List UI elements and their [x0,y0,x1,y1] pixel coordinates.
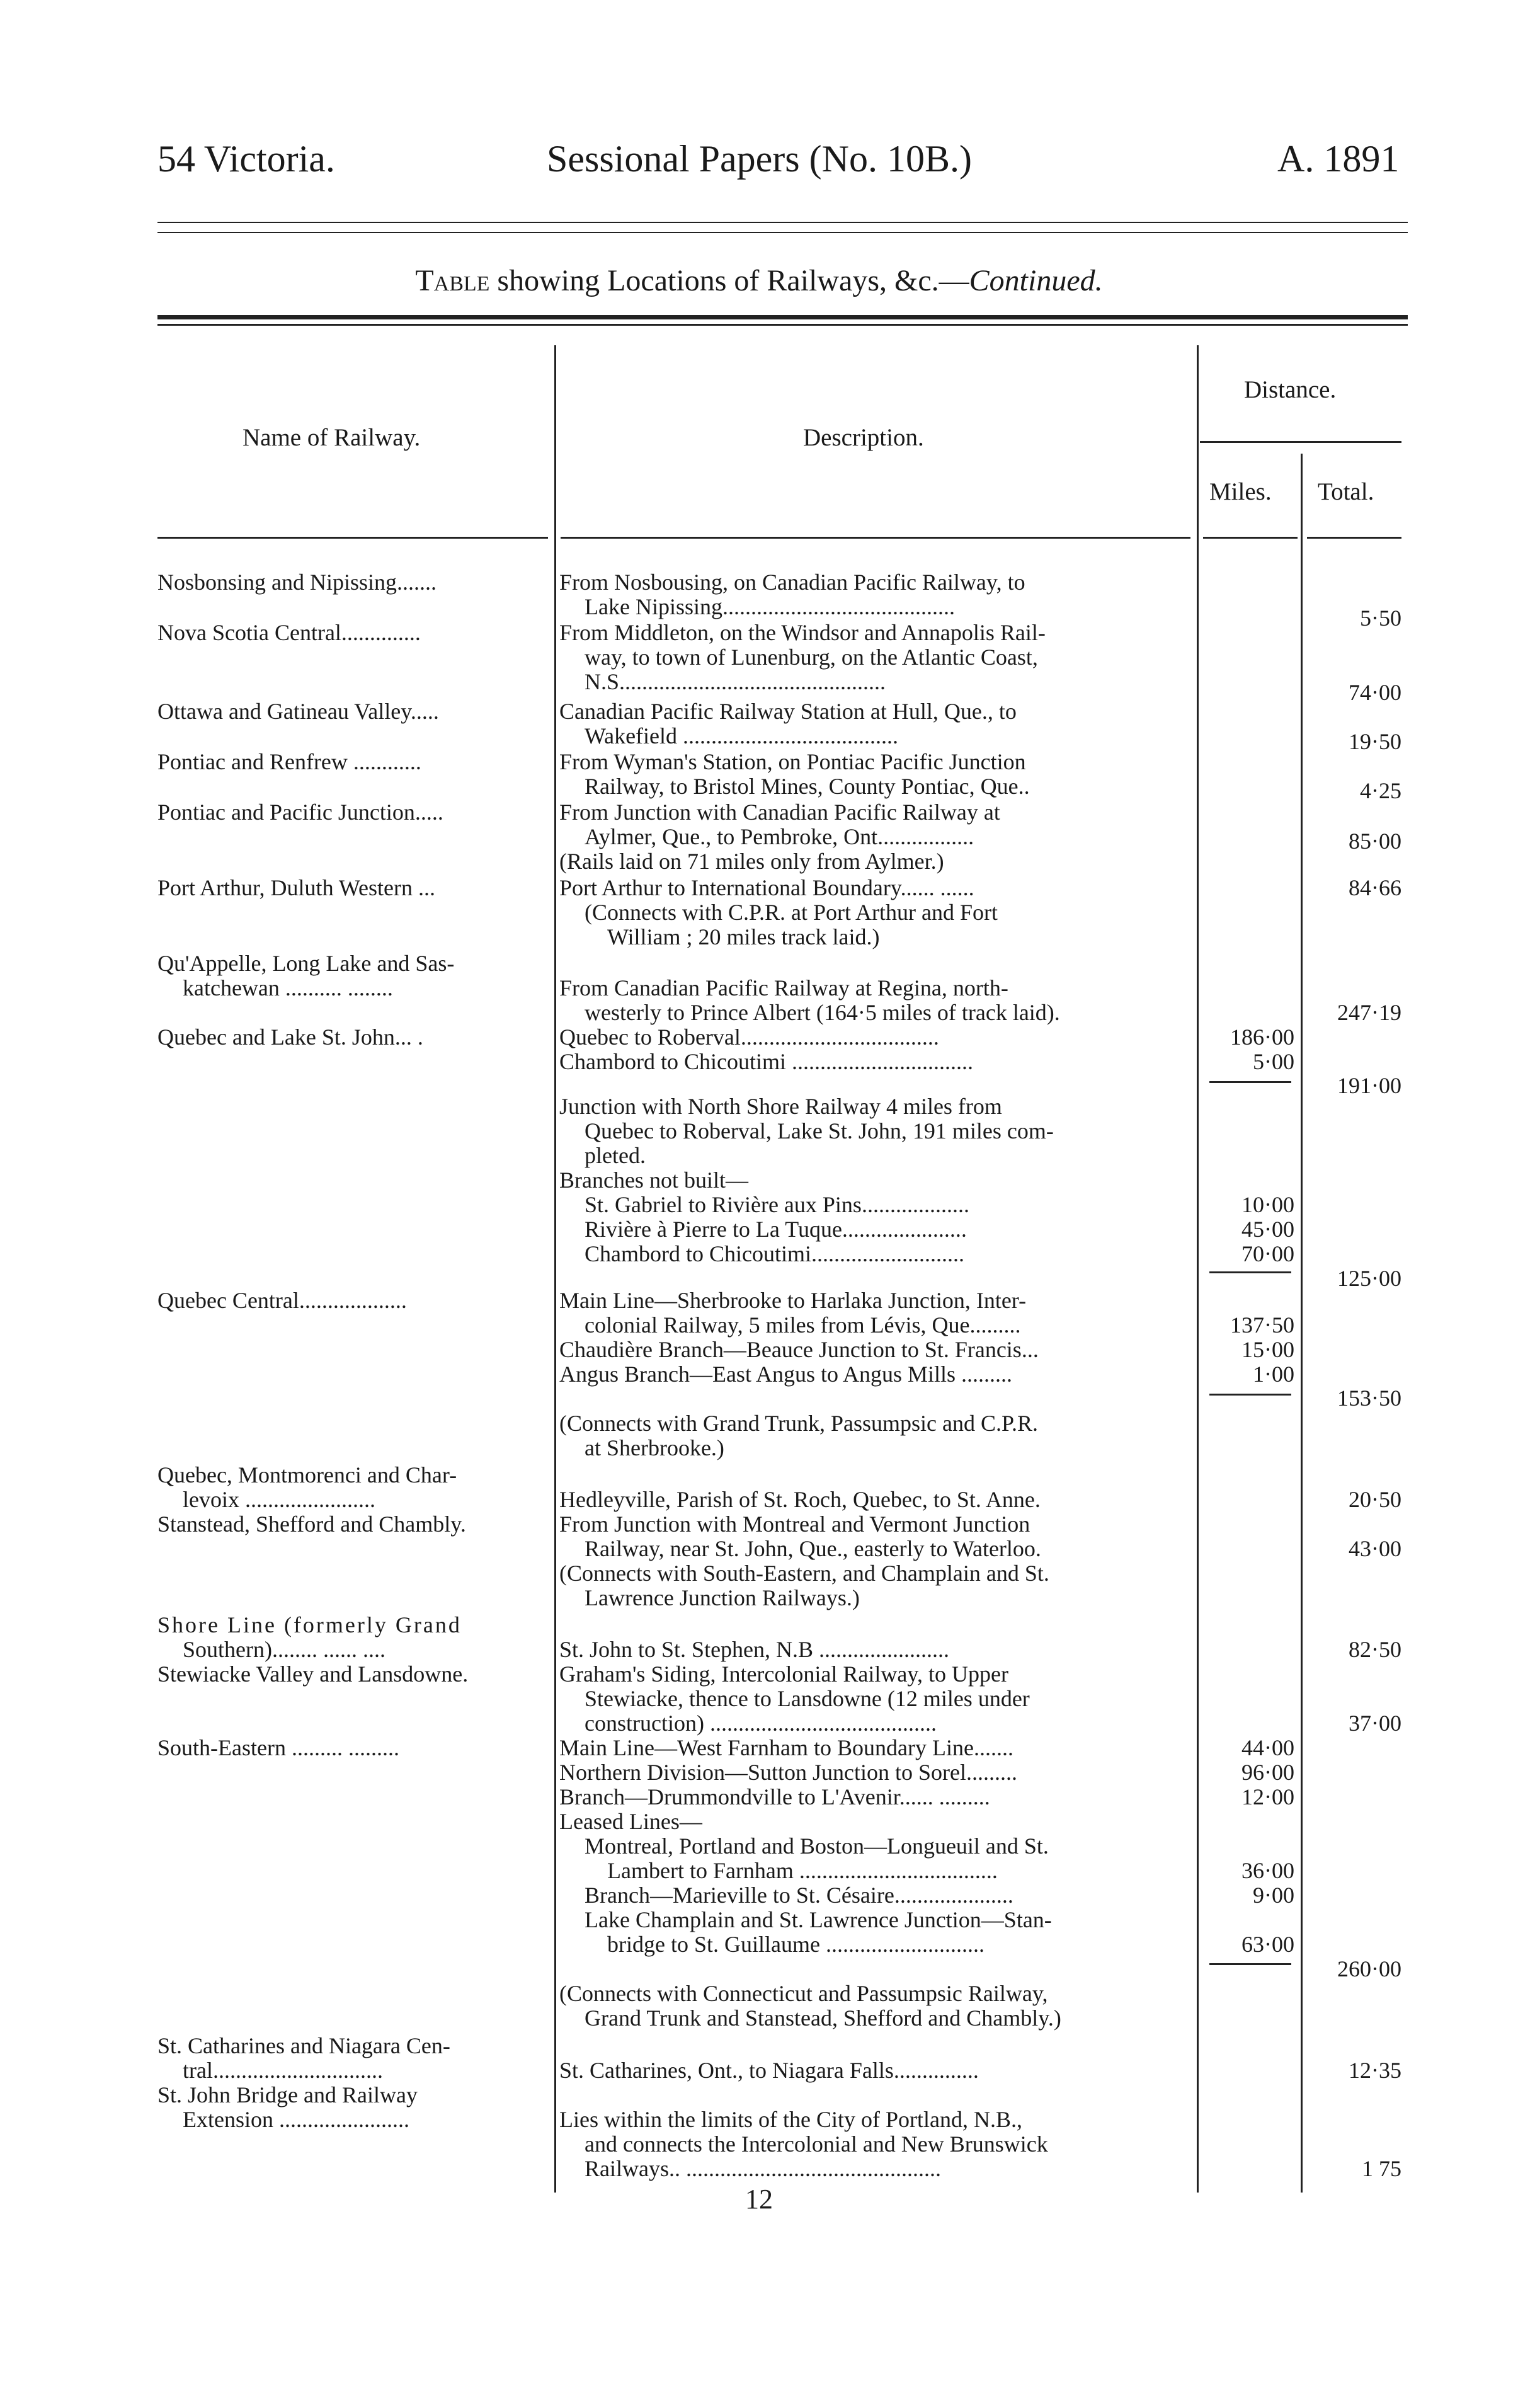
description-line: Graham's Siding, Intercolonial Railway, to Upper [559,1662,1008,1687]
description-line: Railways.. ............................................. [585,2157,941,2181]
total-cell: 153·50 [1337,1385,1401,1411]
description-line: at Sherbrooke.) [585,1436,724,1460]
railway-name: Nova Scotia Central.............. [157,620,421,645]
railway-name: Pontiac and Renfrew ............ [157,749,421,774]
description-line: Quebec to Roberval................................... [559,1025,939,1050]
description-line: St. John to St. Stephen, N.B ....................... [559,1637,950,1662]
railway-name: Nosbonsing and Nipissing....... [157,570,437,595]
total-cell: 12·35 [1349,2058,1401,2083]
description-line: N.S............................................... [585,670,886,694]
miles-cell: 45·00 [1241,1217,1294,1242]
description-line: Stewiacke, thence to Lansdowne (12 miles under [585,1687,1030,1711]
description-line: From Nosbousing, on Canadian Pacific Railway, to [559,570,1025,595]
railway-name-cont: Extension ....................... [183,2107,409,2132]
miles-cell: 5·00 [1253,1049,1294,1074]
subtotal-rule [1209,1081,1291,1083]
subtotal-rule [1209,1963,1291,1965]
railway-name: Stewiacke Valley and Lansdowne. [157,1661,469,1687]
description-line: (Connects with C.P.R. at Port Arthur and Fort [585,900,998,925]
column-rule-3 [1301,454,1303,2193]
description-line: (Connects with South-Eastern, and Champlain and St. [559,1561,1049,1586]
description-line: way, to town of Lunenburg, on the Atlantic Coast, [585,645,1038,670]
miles-cell: 1·00 [1253,1362,1294,1387]
description-line: Chambord to Chicoutimi........................... [585,1242,964,1266]
total-cell: 125·00 [1337,1266,1401,1291]
description-line: (Connects with Grand Trunk, Passumpsic and C.P.R. [559,1411,1039,1436]
head-rule-name [157,537,548,539]
description-line: construction) ........................................ [585,1711,937,1736]
miles-cell: 63·00 [1241,1932,1294,1957]
total-cell: 84·66 [1349,875,1401,900]
total-cell: 74·00 [1349,680,1401,705]
description-line: Branches not built— [559,1168,748,1193]
description-line: pleted. [585,1144,646,1168]
total-cell: 82·50 [1349,1637,1401,1662]
miles-cell: 10·00 [1241,1192,1294,1217]
total-cell: 5·50 [1360,605,1401,631]
description-line: Hedleyville, Parish of St. Roch, Quebec, to St. Anne. [559,1488,1041,1512]
header-left: 54 Victoria. [157,138,335,180]
railway-name: Ottawa and Gatineau Valley..... [157,699,439,724]
railway-name: Stanstead, Shefford and Chambly. [157,1511,466,1537]
column-rule-1 [554,345,556,2193]
description-line: Quebec to Roberval, Lake St. John, 191 miles com- [585,1119,1054,1144]
page-number: 12 [745,2184,773,2215]
description-line: Grand Trunk and Stanstead, Shefford and Chambly.) [585,2006,1061,2031]
description-line: (Rails laid on 71 miles only from Aylmer.) [559,849,944,874]
miles-cell: 137·50 [1230,1312,1294,1338]
table-title-suffix: Continued. [969,264,1103,297]
railway-name-cont: katchewan .......... ........ [183,975,393,1000]
description-line: Wakefield ...................................... [585,724,899,748]
column-head-name: Name of Railway. [243,424,421,451]
description-line: Junction with North Shore Railway 4 miles from [559,1094,1002,1119]
total-cell: 191·00 [1337,1073,1401,1098]
total-cell: 247·19 [1337,1000,1401,1025]
head-rule-total [1307,537,1401,539]
railway-name: Qu'Appelle, Long Lake and Sas- [157,951,455,976]
miles-cell: 15·00 [1241,1337,1294,1362]
description-line: Branch—Marieville to St. Césaire..................... [585,1883,1013,1908]
railway-name: Quebec and Lake St. John... . [157,1024,423,1050]
railway-name: South-Eastern ......... ......... [157,1735,399,1760]
railway-name: Quebec Central................... [157,1288,407,1313]
miles-cell: 96·00 [1241,1760,1294,1785]
total-cell: 43·00 [1349,1536,1401,1561]
table-rule-thin [157,324,1408,326]
header-center: Sessional Papers (No. 10B.) [547,138,972,180]
description-line: Railway, near St. John, Que., easterly to Waterloo. [585,1537,1041,1561]
miles-cell: 12·00 [1241,1784,1294,1809]
description-line: From Junction with Canadian Pacific Railway at [559,800,1000,825]
table-title-main: showing Locations of Railways, &c.— [489,264,969,297]
description-line: Main Line—Sherbrooke to Harlaka Junction, Inter- [559,1288,1027,1313]
railway-name: Port Arthur, Duluth Western ... [157,875,435,900]
description-line: Railway, to Bristol Mines, County Pontiac, Que.. [585,774,1030,799]
description-line: Lake Champlain and St. Lawrence Junction—Stan- [585,1908,1052,1932]
railway-name: St. Catharines and Niagara Cen- [157,2033,450,2058]
description-line: St. Gabriel to Rivière aux Pins................... [585,1193,969,1217]
miles-cell: 186·00 [1230,1024,1294,1050]
description-line: and connects the Intercolonial and New Brunswick [585,2132,1048,2157]
distance-rule [1200,441,1401,443]
railway-name-cont: tral.............................. [183,2058,383,2083]
description-line: Northern Division—Sutton Junction to Sorel......... [559,1760,1017,1785]
table-rule-thick [157,315,1408,319]
railway-name-cont: Southern)........ ...... .... [183,1637,385,1662]
description-line: Aylmer, Que., to Pembroke, Ont................. [585,825,974,849]
description-line: Montreal, Portland and Boston—Longueuil and St. [585,1834,1049,1859]
description-line: colonial Railway, 5 miles from Lévis, Que......... [585,1313,1021,1338]
header-rule-bottom [157,232,1408,233]
column-head-miles: Miles. [1209,478,1272,505]
miles-cell: 70·00 [1241,1241,1294,1266]
column-head-distance: Distance. [1244,376,1337,403]
railway-name: St. John Bridge and Railway [157,2082,418,2107]
total-cell: 20·50 [1349,1487,1401,1512]
total-cell: 37·00 [1349,1711,1401,1736]
railway-name: Pontiac and Pacific Junction..... [157,800,443,825]
description-line: bridge to St. Guillaume ............................ [607,1932,984,1957]
subtotal-rule [1209,1271,1291,1273]
description-line: Chaudière Branch—Beauce Junction to St. Francis... [559,1338,1039,1362]
description-line: Canadian Pacific Railway Station at Hull, Que., to [559,699,1017,724]
header-rule-top [157,222,1408,223]
description-line: William ; 20 miles track laid.) [607,925,880,949]
total-cell: 260·00 [1337,1956,1401,1981]
description-line: From Middleton, on the Windsor and Annapolis Rail- [559,621,1046,645]
miles-cell: 44·00 [1241,1735,1294,1760]
description-line: (Connects with Connecticut and Passumpsic Railway, [559,1981,1048,2006]
description-line: From Canadian Pacific Railway at Regina, north- [559,976,1008,1000]
miles-cell: 36·00 [1241,1858,1294,1883]
total-cell: 85·00 [1349,828,1401,854]
description-line: Chambord to Chicoutimi ................................ [559,1050,973,1074]
description-line: Lambert to Farnham ................................... [607,1859,998,1883]
column-head-description: Description. [803,424,924,451]
description-line: Rivière à Pierre to La Tuque...................... [585,1217,967,1242]
total-cell: 4·25 [1360,778,1401,803]
total-cell: 1 75 [1362,2156,1401,2181]
description-line: Lake Nipissing......................................... [585,595,955,619]
description-line: Leased Lines— [559,1809,702,1834]
description-line: From Wyman's Station, on Pontiac Pacific Junction [559,750,1026,774]
description-line: Lawrence Junction Railways.) [585,1586,860,1610]
description-line: Angus Branch—East Angus to Angus Mills ......... [559,1362,1013,1387]
header-right: A. 1891 [1277,138,1400,180]
table-title-prefix: Table [415,264,490,297]
railway-name: Shore Line (formerly Grand [157,1612,462,1637]
railway-name: Quebec, Montmorenci and Char- [157,1462,457,1488]
column-head-total: Total. [1318,478,1374,505]
description-line: St. Catharines, Ont., to Niagara Falls............... [559,2058,979,2083]
table-title [0,263,1518,298]
description-line: Main Line—West Farnham to Boundary Line....... [559,1736,1013,1760]
description-line: Branch—Drummondville to L'Avenir...... ......... [559,1785,990,1809]
miles-cell: 9·00 [1253,1883,1294,1908]
subtotal-rule [1209,1394,1291,1396]
description-line: Port Arthur to International Boundary...... ...... [559,876,974,900]
head-rule-desc [561,537,1190,539]
description-line: From Junction with Montreal and Vermont Junction [559,1512,1030,1537]
description-line: Lies within the limits of the City of Portland, N.B., [559,2107,1022,2132]
description-line: westerly to Prince Albert (164·5 miles of track laid). [585,1000,1060,1025]
total-cell: 19·50 [1349,729,1401,754]
head-rule-miles [1203,537,1298,539]
railway-name-cont: levoix ....................... [183,1487,375,1512]
